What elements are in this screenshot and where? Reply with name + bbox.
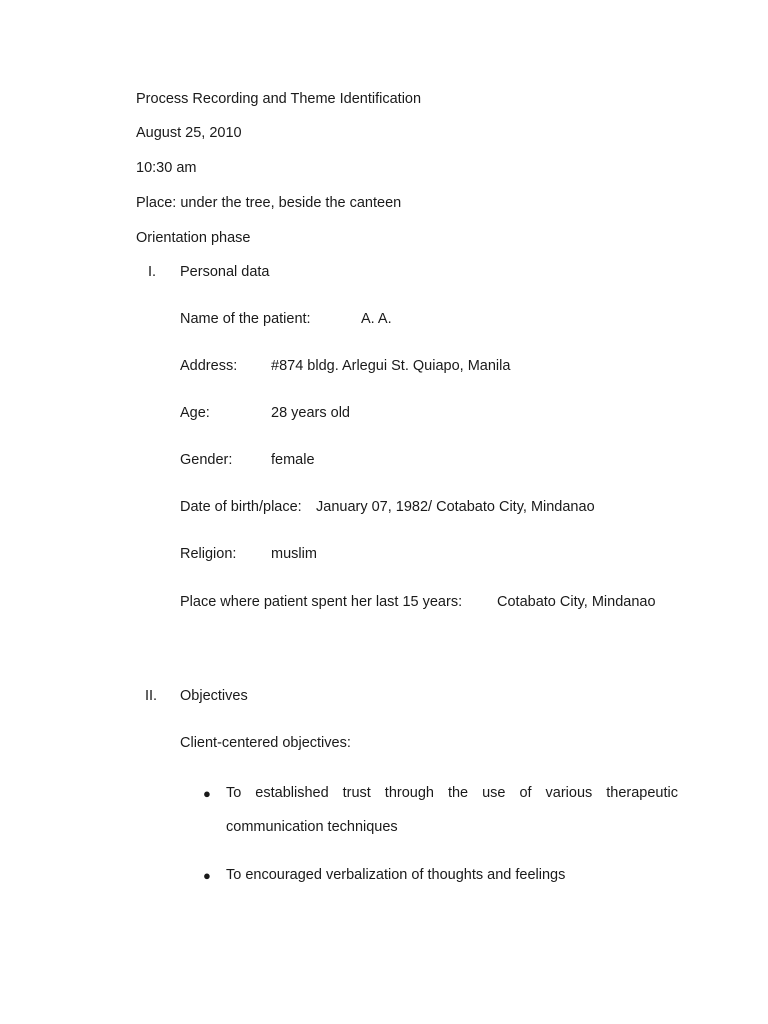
religion-label: Religion: bbox=[180, 546, 237, 562]
age-value: 28 years old bbox=[271, 405, 350, 421]
dob-label: Date of birth/place: bbox=[180, 499, 302, 515]
name-value: A. A. bbox=[361, 311, 392, 327]
religion-value: muslim bbox=[271, 546, 317, 562]
section2-subheading: Client-centered objectives: bbox=[180, 735, 351, 751]
address-value: #874 bldg. Arlegui St. Quiapo, Manila bbox=[271, 358, 511, 374]
section1-numeral: I. bbox=[148, 264, 157, 280]
name-label: Name of the patient: bbox=[180, 311, 311, 327]
document-time: 10:30 am bbox=[136, 160, 197, 176]
gender-label: Gender: bbox=[180, 452, 233, 468]
bullet-1-line1: To established trust through the use of various therapeutic bbox=[226, 785, 678, 801]
bullet-1-line2: communication techniques bbox=[226, 819, 398, 835]
section2-heading: Objectives bbox=[180, 688, 248, 704]
section1-heading: Personal data bbox=[180, 264, 270, 280]
bullet-dot-icon: ● bbox=[203, 868, 211, 883]
address-label: Address: bbox=[180, 358, 238, 374]
document-date: August 25, 2010 bbox=[136, 125, 242, 141]
bullet-dot-icon: ● bbox=[203, 786, 211, 801]
place15-value: Cotabato City, Mindanao bbox=[497, 594, 656, 610]
document-title: Process Recording and Theme Identification bbox=[136, 91, 422, 107]
section2-numeral: II. bbox=[145, 688, 158, 704]
dob-value: January 07, 1982/ Cotabato City, Mindanao bbox=[316, 499, 595, 515]
age-label: Age: bbox=[180, 405, 210, 421]
place15-label: Place where patient spent her last 15 years: bbox=[180, 594, 463, 610]
bullet-2-line1: To encouraged verbalization of thoughts and feelings bbox=[226, 867, 566, 883]
gender-value: female bbox=[271, 452, 315, 468]
document-phase: Orientation phase bbox=[136, 230, 251, 246]
document-place: Place: under the tree, beside the canteen bbox=[136, 195, 402, 211]
